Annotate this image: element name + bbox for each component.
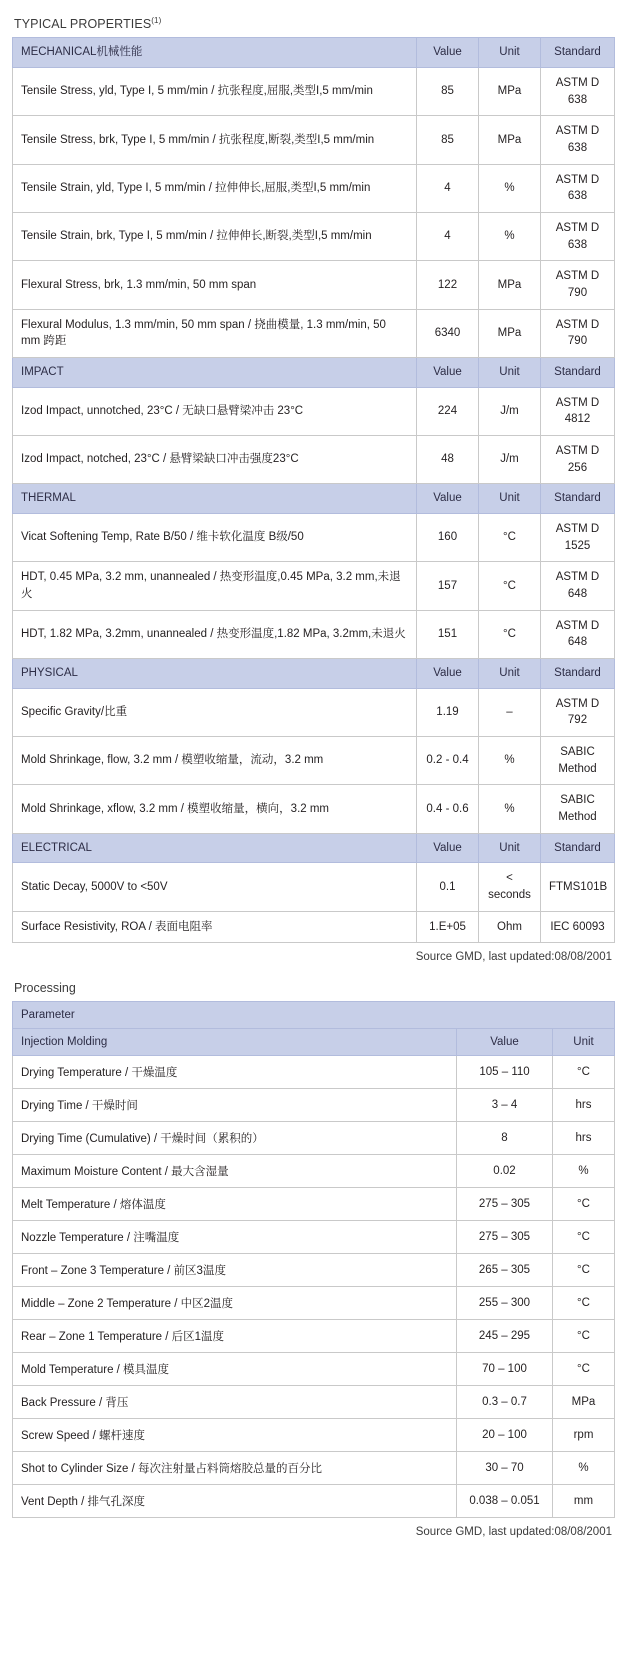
property-unit: °C	[479, 513, 541, 561]
parameter-value: 275 – 305	[457, 1188, 553, 1221]
property-value: 85	[417, 67, 479, 115]
property-standard: ASTM D 4812	[541, 387, 615, 435]
column-header-value: Value	[417, 38, 479, 68]
property-name: HDT, 1.82 MPa, 3.2mm, unannealed / 热变形温度,1.82 MPa, 3.2mm,未退火	[13, 610, 417, 658]
table-row	[13, 1122, 615, 1155]
property-unit: MPa	[479, 309, 541, 357]
property-name: Tensile Stress, brk, Type I, 5 mm/min / 抗张程度,断裂,类型I,5 mm/min	[13, 116, 417, 164]
parameter-header: Parameter	[13, 1002, 615, 1029]
parameter-name: Mold Temperature / 模具温度	[13, 1353, 457, 1386]
table-row	[13, 67, 615, 115]
column-header-value: Value	[417, 833, 479, 863]
table-row	[13, 1386, 615, 1419]
table-row	[13, 164, 615, 212]
parameter-name: Drying Temperature / 干燥温度	[13, 1056, 457, 1089]
property-value: 1.19	[417, 688, 479, 736]
property-standard: IEC 60093	[541, 911, 615, 943]
column-header-unit: Unit	[553, 1029, 615, 1056]
property-standard: ASTM D 256	[541, 435, 615, 483]
table-row	[13, 513, 615, 561]
table-row	[13, 116, 615, 164]
parameter-unit: %	[553, 1155, 615, 1188]
property-group-header	[13, 833, 615, 863]
section-name: Injection Molding	[13, 1029, 457, 1056]
parameter-unit: mm	[553, 1485, 615, 1518]
column-header-standard: Standard	[541, 38, 615, 68]
property-value: 0.2 - 0.4	[417, 736, 479, 784]
table-row	[13, 1056, 615, 1089]
property-unit: J/m	[479, 387, 541, 435]
property-unit: °C	[479, 562, 541, 610]
column-header-value: Value	[417, 357, 479, 387]
parameter-name: Maximum Moisture Content / 最大含湿量	[13, 1155, 457, 1188]
property-value: 0.4 - 0.6	[417, 785, 479, 833]
table-row	[13, 212, 615, 260]
property-unit: MPa	[479, 116, 541, 164]
parameter-value: 70 – 100	[457, 1353, 553, 1386]
group-name: PHYSICAL	[13, 658, 417, 688]
table-row	[13, 1485, 615, 1518]
parameter-value: 0.038 – 0.051	[457, 1485, 553, 1518]
parameter-name: Middle – Zone 2 Temperature / 中区2温度	[13, 1287, 457, 1320]
parameter-unit: °C	[553, 1188, 615, 1221]
property-group-header	[13, 658, 615, 688]
property-value: 157	[417, 562, 479, 610]
property-name: Specific Gravity/比重	[13, 688, 417, 736]
table-row	[13, 863, 615, 911]
parameter-name: Shot to Cylinder Size / 每次注射量占料筒熔胶总量的百分比	[13, 1452, 457, 1485]
parameter-unit: rpm	[553, 1419, 615, 1452]
table-row	[13, 1188, 615, 1221]
property-name: Izod Impact, notched, 23°C / 悬臂梁缺口冲击强度23°C	[13, 435, 417, 483]
parameter-value: 8	[457, 1122, 553, 1155]
property-standard: ASTM D 638	[541, 164, 615, 212]
table-row	[13, 1287, 615, 1320]
parameter-unit: °C	[553, 1254, 615, 1287]
property-name: Tensile Stress, yld, Type I, 5 mm/min / 抗张程度,屈服,类型I,5 mm/min	[13, 67, 417, 115]
table-row	[13, 1221, 615, 1254]
property-value: 4	[417, 212, 479, 260]
parameter-value: 245 – 295	[457, 1320, 553, 1353]
property-standard: ASTM D 648	[541, 562, 615, 610]
parameter-value: 30 – 70	[457, 1452, 553, 1485]
table-row	[13, 562, 615, 610]
table-row	[13, 911, 615, 943]
parameter-unit: hrs	[553, 1122, 615, 1155]
property-unit: –	[479, 688, 541, 736]
property-unit: °C	[479, 610, 541, 658]
processing-source: Source GMD, last updated:08/08/2001	[415, 1526, 612, 1539]
property-unit: %	[479, 785, 541, 833]
parameter-unit: °C	[553, 1056, 615, 1089]
table-row	[13, 785, 615, 833]
group-name: MECHANICAL机械性能	[13, 38, 417, 68]
property-unit: Ohm	[479, 911, 541, 943]
table-row	[13, 1452, 615, 1485]
property-standard: ASTM D 792	[541, 688, 615, 736]
property-value: 151	[417, 610, 479, 658]
property-unit: MPa	[479, 67, 541, 115]
column-header-unit: Unit	[479, 357, 541, 387]
parameter-unit: °C	[553, 1221, 615, 1254]
property-name: Vicat Softening Temp, Rate B/50 / 维卡软化温度 B级/50	[13, 513, 417, 561]
parameter-name: Drying Time (Cumulative) / 干燥时间（累积的）	[13, 1122, 457, 1155]
property-standard: ASTM D 1525	[541, 513, 615, 561]
column-header-standard: Standard	[541, 658, 615, 688]
table-row	[13, 688, 615, 736]
property-standard: ASTM D 790	[541, 309, 615, 357]
property-standard: ASTM D 790	[541, 261, 615, 309]
property-group-header	[13, 38, 615, 68]
property-name: Static Decay, 5000V to <50V	[13, 863, 417, 911]
table-row	[13, 610, 615, 658]
table-row	[13, 1419, 615, 1452]
processing-table	[12, 1001, 615, 1518]
property-name: Surface Resistivity, ROA / 表面电阻率	[13, 911, 417, 943]
parameter-name: Back Pressure / 背压	[13, 1386, 457, 1419]
property-unit: %	[479, 736, 541, 784]
property-standard: SABIC Method	[541, 785, 615, 833]
property-value: 85	[417, 116, 479, 164]
typical-properties-source: Source GMD, last updated:08/08/2001	[415, 951, 612, 964]
parameter-value: 275 – 305	[457, 1221, 553, 1254]
property-value: 224	[417, 387, 479, 435]
table-row	[13, 1353, 615, 1386]
property-standard: SABIC Method	[541, 736, 615, 784]
parameter-value: 0.02	[457, 1155, 553, 1188]
parameter-value: 255 – 300	[457, 1287, 553, 1320]
parameter-value: 105 – 110	[457, 1056, 553, 1089]
property-unit: < seconds	[479, 863, 541, 911]
property-value: 160	[417, 513, 479, 561]
parameter-name: Nozzle Temperature / 注嘴温度	[13, 1221, 457, 1254]
property-value: 122	[417, 261, 479, 309]
table-row	[13, 435, 615, 483]
table-row	[13, 736, 615, 784]
property-standard: FTMS101B	[541, 863, 615, 911]
table-row	[13, 387, 615, 435]
property-name: Mold Shrinkage, xflow, 3.2 mm / 模塑收缩量，横向，3.2 mm	[13, 785, 417, 833]
typical-properties-title	[12, 14, 614, 37]
property-standard: ASTM D 638	[541, 67, 615, 115]
table-row	[13, 1254, 615, 1287]
column-header-unit: Unit	[479, 484, 541, 514]
group-name: ELECTRICAL	[13, 833, 417, 863]
property-value: 48	[417, 435, 479, 483]
parameter-value: 3 – 4	[457, 1089, 553, 1122]
parameter-value: 0.3 – 0.7	[457, 1386, 553, 1419]
column-header-value: Value	[457, 1029, 553, 1056]
column-header-unit: Unit	[479, 833, 541, 863]
property-group-header	[13, 484, 615, 514]
property-value: 6340	[417, 309, 479, 357]
parameter-unit: %	[553, 1452, 615, 1485]
property-group-header	[13, 357, 615, 387]
parameter-name: Front – Zone 3 Temperature / 前区3温度	[13, 1254, 457, 1287]
property-unit: %	[479, 212, 541, 260]
table-row	[13, 309, 615, 357]
column-header-standard: Standard	[541, 833, 615, 863]
group-name: THERMAL	[13, 484, 417, 514]
typical-properties-title-text: TYPICAL PROPERTIES	[14, 17, 152, 32]
property-name: Izod Impact, unnotched, 23°C / 无缺口悬臂梁冲击 23°C	[13, 387, 417, 435]
parameter-unit: MPa	[553, 1386, 615, 1419]
property-value: 4	[417, 164, 479, 212]
typical-properties-footnote: (1)	[151, 16, 162, 25]
column-header-standard: Standard	[541, 357, 615, 387]
column-header-value: Value	[417, 658, 479, 688]
property-standard: ASTM D 638	[541, 212, 615, 260]
property-value: 0.1	[417, 863, 479, 911]
table-row	[13, 1155, 615, 1188]
parameter-unit: °C	[553, 1320, 615, 1353]
parameter-name: Melt Temperature / 熔体温度	[13, 1188, 457, 1221]
parameter-name: Rear – Zone 1 Temperature / 后区1温度	[13, 1320, 457, 1353]
property-unit: %	[479, 164, 541, 212]
table-row	[13, 1320, 615, 1353]
property-name: Flexural Stress, brk, 1.3 mm/min, 50 mm span	[13, 261, 417, 309]
parameter-name: Vent Depth / 排气孔深度	[13, 1485, 457, 1518]
column-header-unit: Unit	[479, 38, 541, 68]
property-name: Mold Shrinkage, flow, 3.2 mm / 模塑收缩量，流动，3.2 mm	[13, 736, 417, 784]
group-name: IMPACT	[13, 357, 417, 387]
property-unit: J/m	[479, 435, 541, 483]
column-header-value: Value	[417, 484, 479, 514]
property-standard: ASTM D 648	[541, 610, 615, 658]
property-name: Flexural Modulus, 1.3 mm/min, 50 mm span / 挠曲模量, 1.3 mm/min, 50 mm 跨距	[13, 309, 417, 357]
processing-parameter-header-row	[13, 1002, 615, 1029]
parameter-unit: °C	[553, 1287, 615, 1320]
typical-properties-table	[12, 37, 615, 943]
property-value: 1.E+05	[417, 911, 479, 943]
property-name: Tensile Strain, yld, Type I, 5 mm/min / 拉伸伸长,屈服,类型I,5 mm/min	[13, 164, 417, 212]
parameter-name: Screw Speed / 螺杆速度	[13, 1419, 457, 1452]
processing-title: Processing	[14, 981, 76, 996]
column-header-standard: Standard	[541, 484, 615, 514]
parameter-unit: °C	[553, 1353, 615, 1386]
property-name: HDT, 0.45 MPa, 3.2 mm, unannealed / 热变形温度,0.45 MPa, 3.2 mm,未退火	[13, 562, 417, 610]
parameter-value: 20 – 100	[457, 1419, 553, 1452]
property-unit: MPa	[479, 261, 541, 309]
table-row	[13, 261, 615, 309]
table-row	[13, 1089, 615, 1122]
parameter-value: 265 – 305	[457, 1254, 553, 1287]
parameter-name: Drying Time / 干燥时间	[13, 1089, 457, 1122]
property-standard: ASTM D 638	[541, 116, 615, 164]
processing-section-header-row	[13, 1029, 615, 1056]
property-name: Tensile Strain, brk, Type I, 5 mm/min / 拉伸伸长,断裂,类型I,5 mm/min	[13, 212, 417, 260]
parameter-unit: hrs	[553, 1089, 615, 1122]
column-header-unit: Unit	[479, 658, 541, 688]
